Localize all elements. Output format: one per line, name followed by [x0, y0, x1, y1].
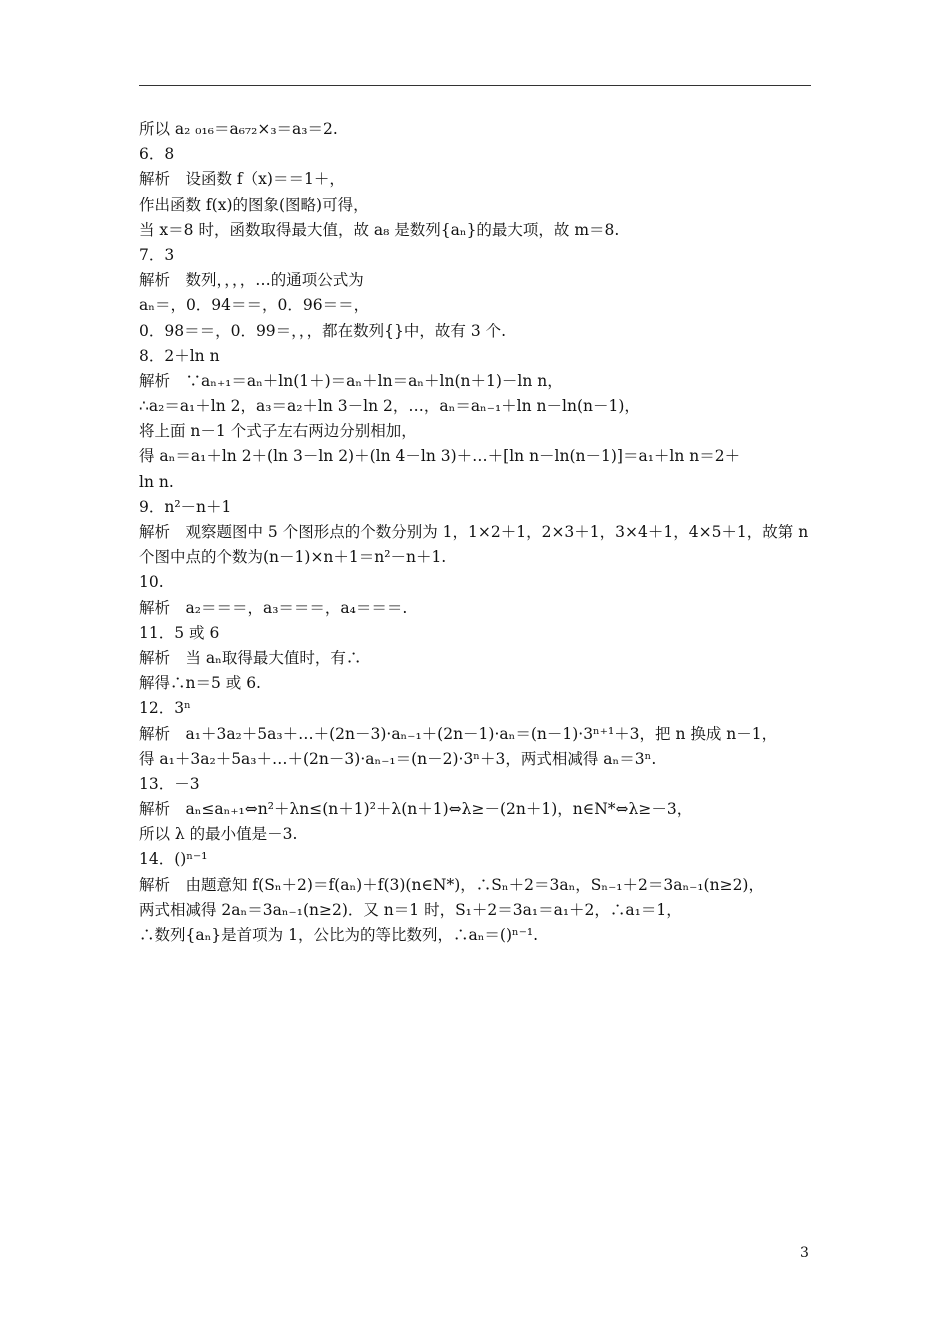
text-line: 解析 由题意知 f(Sₙ＋2)＝f(aₙ)＋f(3)(n∈N*)，∴Sₙ＋2＝3aₙ，Sₙ₋₁＋2＝3aₙ₋₁(n≥2)， — [139, 875, 764, 894]
text-line: 解析 观察题图中 5 个图形点的个数分别为 1，1×2＋1，2×3＋1，3×4＋1，4×5＋1，故第 n — [139, 523, 809, 541]
text-line: 解析 设函数 f（x)＝＝1＋， — [139, 170, 345, 189]
answer-heading: 6．8 — [139, 145, 175, 164]
page-number: 3 — [800, 1245, 809, 1261]
text-line: ln n. — [139, 472, 174, 491]
text-line: aₙ＝，0．94＝＝，0．96＝＝， — [139, 296, 370, 315]
text-line: 解析 aₙ≤aₙ₊₁⇔n²＋λn≤(n＋1)²＋λ(n＋1)⇔λ≥－(2n＋1)，n∈N*⇔λ≥－3， — [139, 800, 693, 819]
text-line: 得 a₁＋3a₂＋5a₃＋…＋(2n－3)·aₙ₋₁＝(n－2)·3ⁿ＋3，两式相减得 aₙ＝3ⁿ. — [139, 749, 657, 768]
text-line: 得 aₙ＝a₁＋ln 2＋(ln 3－ln 2)＋(ln 4－ln 3)＋…＋[ln n－ln(n－1)]＝a₁＋ln n＝2＋ — [139, 447, 741, 466]
text-line: 所以 λ 的最小值是－3. — [139, 825, 298, 844]
answer-heading: 8．2＋ln n — [139, 346, 220, 365]
text-line: 两式相减得 2aₙ＝3aₙ₋₁(n≥2)．又 n＝1 时，S₁＋2＝3a₁＝a₁＋2，∴a₁＝1， — [139, 900, 682, 919]
text-line: 解析 ∵aₙ₊₁＝aₙ＋ln(1＋)＝aₙ＋ln＝aₙ＋ln(n＋1)－ln n， — [139, 371, 563, 390]
text-line: 0．98＝＝，0．99＝，，，都在数列{}中，故有 3 个. — [139, 321, 507, 340]
text-line: 解析 a₂＝＝＝，a₃＝＝＝，a₄＝＝＝. — [139, 598, 408, 617]
answer-heading: 11．5 或 6 — [139, 623, 220, 642]
text-line: 所以 a₂ ₀₁₆＝a₆₇₂×₃＝a₃＝2. — [139, 120, 338, 138]
text-line: 解得∴n＝5 或 6. — [139, 674, 261, 693]
answer-text-block — [139, 117, 819, 948]
text-line: 作出函数 f(x)的图象(图略)可得， — [139, 195, 369, 214]
answer-heading: 10. — [139, 573, 164, 592]
text-line: 解析 数列，，，，…的通项公式为 — [139, 271, 364, 290]
text-line: 解析 a₁＋3a₂＋5a₃＋…＋(2n－3)·aₙ₋₁＋(2n－1)·aₙ＝(n－1)·3ⁿ⁺¹＋3，把 n 换成 n－1， — [139, 724, 778, 743]
text-line: ∴a₂＝a₁＋ln 2，a₃＝a₂＋ln 3－ln 2，…，aₙ＝aₙ₋₁＋ln n－ln(n－1)， — [139, 397, 640, 416]
text-line: 解析 当 aₙ取得最大值时，有∴ — [139, 648, 362, 667]
answer-heading: 9．n²－n＋1 — [139, 497, 232, 516]
answer-heading: 13．－3 — [139, 774, 200, 793]
answer-heading: 7．3 — [139, 245, 175, 264]
text-line: 当 x＝8 时，函数取得最大值，故 a₈ 是数列{aₙ}的最大项，故 m＝8. — [139, 220, 620, 239]
text-line: 将上面 n－1 个式子左右两边分别相加， — [139, 422, 417, 441]
answer-heading: 12．3ⁿ — [139, 699, 191, 718]
header-rule — [139, 85, 811, 86]
text-line: 个图中点的个数为(n－1)×n＋1＝n²－n＋1. — [139, 548, 447, 567]
answer-heading: 14．()ⁿ⁻¹ — [139, 850, 208, 869]
text-line: ∴数列{aₙ}是首项为 1，公比为的等比数列，∴aₙ＝()ⁿ⁻¹. — [139, 926, 539, 944]
